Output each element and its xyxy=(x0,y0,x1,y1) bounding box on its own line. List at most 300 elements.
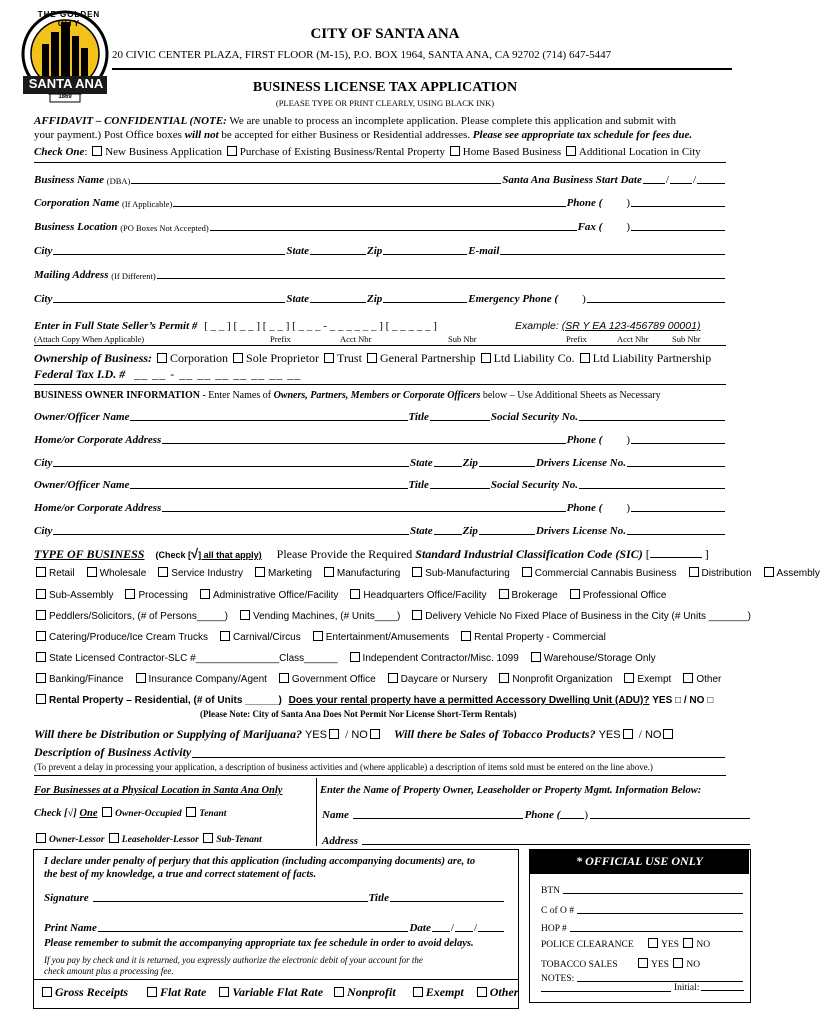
type-government: Government Office xyxy=(291,674,376,685)
checkbox-sub-assembly[interactable] xyxy=(36,589,46,599)
owner1-title-field[interactable] xyxy=(430,419,490,421)
mailing-address-label: Mailing Address xyxy=(34,269,109,281)
owner2-ssn-field[interactable] xyxy=(579,487,725,489)
checkbox-police-yes[interactable] xyxy=(648,938,658,948)
adu-question: Does your rental property have a permitted Accessory Dwelling Unit (ADU)? xyxy=(288,695,650,706)
signature-label: Signature xyxy=(44,892,89,904)
checkbox-assembly[interactable] xyxy=(764,567,774,577)
email-field[interactable] xyxy=(500,253,725,255)
owner2-city-row xyxy=(34,523,726,537)
owner2-zip-field[interactable] xyxy=(479,533,535,535)
sellers-permit-row xyxy=(34,320,437,332)
type-rental-residential: Rental Property – Residential, (# of Units ______) xyxy=(49,695,282,706)
checkbox-owner-lessor[interactable] xyxy=(36,833,46,843)
seal-name-text: SANTA ANA xyxy=(28,76,104,91)
description-field[interactable] xyxy=(192,756,725,758)
checkbox-sub-manufacturing[interactable] xyxy=(412,567,422,577)
description-note: (To prevent a delay in processing your application, a description of business activities and (where applicable) a description of items sold must be entered on the line above.) xyxy=(34,762,653,772)
type-banking: Banking/Finance xyxy=(49,674,124,685)
checkbox-exempt[interactable] xyxy=(624,673,634,683)
checkbox-flat-rate[interactable] xyxy=(147,987,157,997)
checkbox-warehouse[interactable] xyxy=(531,652,541,662)
start-date-label: Santa Ana Business Start Date xyxy=(502,174,642,186)
property-address-field[interactable] xyxy=(362,844,750,845)
form-title: BUSINESS LICENSE TAX APPLICATION xyxy=(252,80,518,95)
owner2-name-field[interactable] xyxy=(130,487,407,489)
sellers-permit-field[interactable]: [ _ _ ] [ _ _ ] [ _ _ ] [ _ _ _ - _ _ _ _ _ _ ] [ _ _ _ _ _ ] xyxy=(204,320,437,332)
affidavit-lead: AFFIDAVIT – CONFIDENTIAL (NOTE: xyxy=(34,115,227,127)
owner1-phone-field[interactable] xyxy=(631,442,725,444)
type-professional-office: Professional Office xyxy=(582,590,667,601)
checkbox-purchase-existing[interactable] xyxy=(227,146,237,156)
type-exempt: Exempt xyxy=(637,674,672,685)
checkbox-gross-receipts[interactable] xyxy=(42,987,52,997)
type-carnival: Carnival/Circus xyxy=(232,632,301,643)
checkbox-headquarters[interactable] xyxy=(350,589,360,599)
owner2-dl-field[interactable] xyxy=(627,533,725,535)
sub-tenant-label: Sub-Tenant xyxy=(216,835,262,845)
affidavit-text-2c: be accepted for either Business or Residential addresses. xyxy=(218,129,473,141)
mailing-city-field[interactable] xyxy=(53,301,285,303)
spacer xyxy=(559,302,581,303)
description-row xyxy=(34,746,726,760)
sic-field[interactable] xyxy=(650,557,702,558)
type-sub-manufacturing: Sub-Manufacturing xyxy=(425,568,510,579)
checkbox-delivery-vehicle[interactable] xyxy=(412,610,422,620)
if-applicable-label: (If Applicable) xyxy=(122,199,173,209)
sic-label: Standard Industrial Classification Code (SIC) xyxy=(415,547,643,561)
ownership-row xyxy=(34,351,711,366)
owner2-phone-field[interactable] xyxy=(631,510,725,512)
checkbox-retail[interactable] xyxy=(36,567,46,577)
checkbox-corporation[interactable] xyxy=(157,353,167,363)
checkbox-rental-residential[interactable] xyxy=(36,694,46,704)
checkbox-tobacco-sales-yes[interactable] xyxy=(638,958,648,968)
checkbox-commercial-cannabis[interactable] xyxy=(522,567,532,577)
ownership-general-partnership: General Partnership xyxy=(379,351,476,365)
business-name-row xyxy=(34,172,726,186)
fee-exempt: Exempt xyxy=(425,985,464,999)
fee-variable-flat-rate: Variable Flat Rate xyxy=(232,985,324,999)
marijuana-slash: / xyxy=(344,727,349,741)
mailing-state-field[interactable] xyxy=(310,301,366,303)
signature-row xyxy=(44,890,504,904)
ownership-llc: Ltd Liability Co. xyxy=(493,351,575,365)
owner2-name-row xyxy=(34,477,726,491)
decl-date-day[interactable] xyxy=(455,931,473,932)
emergency-phone-label: Emergency Phone ( xyxy=(468,293,559,305)
checkbox-home-based[interactable] xyxy=(450,146,460,156)
checkbox-entertainment[interactable] xyxy=(313,631,323,641)
type-insurance: Insurance Company/Agent xyxy=(148,674,267,685)
fax-field[interactable] xyxy=(631,229,725,231)
checkbox-marijuana-no[interactable] xyxy=(370,729,380,739)
btn-field[interactable] xyxy=(563,893,743,894)
permit-example-value: (SR Y EA 123-456789 00001) xyxy=(561,320,701,332)
city-heading: CITY OF SANTA ANA xyxy=(310,26,460,42)
checkbox-government[interactable] xyxy=(279,673,289,683)
permit-example-label: Example: xyxy=(515,320,559,332)
checkbox-state-contractor[interactable] xyxy=(36,652,46,662)
business-location-field[interactable] xyxy=(210,229,577,231)
checkbox-professional-office[interactable] xyxy=(570,589,580,599)
type-other: Other xyxy=(696,674,722,685)
affidavit-line-2 xyxy=(34,129,692,141)
type-of-business-row xyxy=(34,546,709,562)
checkbox-vending-machines[interactable] xyxy=(240,610,250,620)
ownership-llp: Ltd Liability Partnership xyxy=(592,351,712,365)
checkbox-rental-commercial[interactable] xyxy=(461,631,471,641)
owner2-city-label: City xyxy=(34,525,53,537)
type-commercial-cannabis: Commercial Cannabis Business xyxy=(534,568,677,579)
type-nonprofit-org: Nonprofit Organization xyxy=(512,674,613,685)
ownership-corporation: Corporation xyxy=(170,351,229,365)
checkbox-fee-other[interactable] xyxy=(477,987,487,997)
city-field[interactable] xyxy=(53,253,285,255)
owner1-ssn-field[interactable] xyxy=(579,419,725,421)
business-name-label: Business Name xyxy=(34,174,104,186)
hop-row xyxy=(541,922,743,934)
tobacco-sales-yes-label: YES xyxy=(651,960,669,970)
owner-info-heading xyxy=(34,390,661,401)
corporation-name-label: Corporation Name xyxy=(34,197,120,209)
seal-year-text: 1869 xyxy=(58,94,72,100)
property-phone-paren: ) xyxy=(584,809,588,821)
declaration-date-label: Date xyxy=(409,922,431,934)
checkbox-fee-exempt[interactable] xyxy=(413,987,423,997)
business-type-row-5 xyxy=(34,652,656,664)
checkbox-additional-location[interactable] xyxy=(566,146,576,156)
business-name-field[interactable] xyxy=(131,182,501,184)
mailing-zip-label: Zip xyxy=(366,293,383,305)
official-use-heading: * OFFICIAL USE ONLY xyxy=(530,849,749,874)
decl-date-slash-2: / xyxy=(473,922,477,934)
tobacco-sales-label: TOBACCO SALES xyxy=(541,960,618,970)
example-prefix-label: Prefix xyxy=(566,334,587,344)
type-daycare: Daycare or Nursery xyxy=(400,674,488,685)
checkbox-tobacco-no[interactable] xyxy=(663,729,673,739)
owner2-zip-label: Zip xyxy=(462,525,478,537)
checkbox-manufacturing[interactable] xyxy=(324,567,334,577)
zip-field[interactable] xyxy=(383,253,467,255)
start-date-month-field[interactable] xyxy=(643,182,665,184)
ownership-sole-proprietor: Sole Proprietor xyxy=(246,351,320,365)
print-name-field[interactable] xyxy=(98,931,409,932)
owner-occupied-label: Owner-Occupied xyxy=(115,809,182,819)
owner1-city-row xyxy=(34,455,726,469)
owner1-zip-field[interactable] xyxy=(479,465,535,467)
initial-label: Initial: xyxy=(674,983,700,993)
example-acct-label: Acct Nbr xyxy=(617,334,649,344)
owner1-dl-label: Drivers License No. xyxy=(535,457,626,469)
cofo-field[interactable] xyxy=(577,913,743,914)
if-different-label: (If Different) xyxy=(111,271,156,281)
checkbox-nonprofit-org[interactable] xyxy=(499,673,509,683)
checkbox-catering[interactable] xyxy=(36,631,46,641)
check-one-label: Check One xyxy=(34,146,85,158)
type-of-business-label: TYPE OF BUSINESS xyxy=(34,547,145,561)
lessor-row xyxy=(34,833,262,845)
fee-nonprofit: Nonprofit xyxy=(347,985,396,999)
corp-phone-paren: ) xyxy=(626,197,630,209)
type-entertainment: Entertainment/Amusements xyxy=(325,632,450,643)
business-type-row-7 xyxy=(34,694,713,706)
checkmark-icon: √ xyxy=(191,546,199,561)
owner1-address-row xyxy=(34,432,726,446)
tobacco-sales-no-label: NO xyxy=(686,960,701,970)
sic-provide-text: Please Provide the Required xyxy=(276,547,413,561)
city-address: 20 CIVIC CENTER PLAZA, FIRST FLOOR (M-15), P.O. BOX 1964, SANTA ANA, CA 92702 (714) 647-5447 xyxy=(112,49,612,61)
type-wholesale: Wholesale xyxy=(99,568,147,579)
owner-info-bold: Owners, Partners, Members or Corporate Officers xyxy=(273,390,481,401)
physical-divider xyxy=(316,778,317,846)
spacer xyxy=(603,206,625,207)
checkbox-tenant[interactable] xyxy=(186,807,196,817)
owner2-phone-label: Phone ( xyxy=(566,502,603,514)
business-type-row-1 xyxy=(34,567,820,579)
seal-top-text: THE GOLDEN CITY xyxy=(37,10,101,28)
property-name-label: Name xyxy=(322,809,349,821)
notes-label: NOTES: xyxy=(541,974,575,984)
type-catering: Catering/Produce/Ice Cream Trucks xyxy=(49,632,208,643)
description-label: Description of Business Activity xyxy=(34,745,192,759)
checkbox-owner-occupied[interactable] xyxy=(102,807,112,817)
initial-row xyxy=(674,981,744,993)
section-rule-1 xyxy=(34,162,726,163)
section-rule-4 xyxy=(34,775,726,776)
permit-sub-label: Sub Nbr xyxy=(448,334,477,344)
owner2-address-field[interactable] xyxy=(162,510,565,512)
police-clearance-label: POLICE CLEARANCE xyxy=(541,940,634,950)
checkbox-daycare[interactable] xyxy=(388,673,398,683)
owner1-phone-label: Phone ( xyxy=(566,434,603,446)
form-subtitle: (PLEASE TYPE OR PRINT CLEARLY, USING BLACK INK) xyxy=(275,98,495,108)
checkbox-banking[interactable] xyxy=(36,673,46,683)
hop-field[interactable] xyxy=(570,931,743,932)
tenant-label: Tenant xyxy=(199,809,227,819)
fee-gross-receipts: Gross Receipts xyxy=(55,985,128,999)
checkbox-police-no[interactable] xyxy=(683,938,693,948)
police-yes-label: YES xyxy=(661,940,679,950)
checkbox-sole-proprietor[interactable] xyxy=(233,353,243,363)
checkbox-peddlers[interactable] xyxy=(36,610,46,620)
type-service-industry: Service Industry xyxy=(171,568,243,579)
marijuana-question: Will there be Distribution or Supplying of Marijuana? xyxy=(34,727,302,741)
affidavit-tax-note: Please see appropriate tax schedule for fees due. xyxy=(472,129,693,141)
checkbox-new-business[interactable] xyxy=(92,146,102,156)
type-delivery-vehicle: Delivery Vehicle No Fixed Place of Business in the City (# Units _______) xyxy=(425,611,752,622)
print-name-label: Print Name xyxy=(44,922,97,934)
state-field[interactable] xyxy=(310,253,366,255)
po-boxes-label: (PO Boxes Not Accepted) xyxy=(120,223,209,233)
property-area-code[interactable] xyxy=(560,818,584,819)
affidavit-will-not: will not xyxy=(184,129,219,141)
checkbox-service-industry[interactable] xyxy=(158,567,168,577)
checkbox-tobacco-sales-no[interactable] xyxy=(673,958,683,968)
start-date-day-field[interactable] xyxy=(670,182,692,184)
owner2-dl-label: Drivers License No. xyxy=(535,525,626,537)
debit-note-2: check amount plus a processing fee. xyxy=(44,966,174,976)
checkbox-wholesale[interactable] xyxy=(87,567,97,577)
permit-example xyxy=(515,320,700,332)
owner1-state-label: State xyxy=(409,457,433,469)
checkbox-marijuana-yes[interactable] xyxy=(329,729,339,739)
owner1-city-label: City xyxy=(34,457,53,469)
type-assembly: Assembly xyxy=(776,568,820,579)
police-clearance-row xyxy=(541,938,710,950)
type-headquarters: Headquarters Office/Facility xyxy=(363,590,487,601)
occupancy-checkmark-icon: √] xyxy=(67,808,77,819)
checkbox-admin-office[interactable] xyxy=(200,589,210,599)
mailing-zip-field[interactable] xyxy=(383,301,467,303)
owner1-state-field[interactable] xyxy=(434,465,462,467)
option-new-business: New Business Application xyxy=(105,146,222,158)
checkbox-tobacco-yes[interactable] xyxy=(623,729,633,739)
start-date-year-field[interactable] xyxy=(697,182,725,184)
owner1-name-row xyxy=(34,409,726,423)
declaration-reminder: Please remember to submit the accompanying appropriate tax fee schedule in order to avoid delays. xyxy=(44,938,474,949)
section-rule-3 xyxy=(34,384,726,385)
initial-field[interactable] xyxy=(701,990,744,991)
checkbox-insurance[interactable] xyxy=(136,673,146,683)
owner2-state-label: State xyxy=(409,525,433,537)
declaration-title-field[interactable] xyxy=(390,901,504,902)
property-address-label: Address xyxy=(322,835,359,847)
adu-answer[interactable]: YES □ / NO □ xyxy=(652,695,714,706)
federal-tax-row xyxy=(34,367,301,382)
federal-tax-label: Federal Tax I.D. # xyxy=(34,367,126,381)
fee-other: Other xyxy=(489,985,519,999)
business-location-label: Business Location xyxy=(34,221,118,233)
checkbox-variable-flat-rate[interactable] xyxy=(219,987,229,997)
occupancy-one: One xyxy=(79,808,98,819)
owner1-city-field[interactable] xyxy=(53,465,409,467)
property-name-field[interactable] xyxy=(353,818,523,819)
btn-label: BTN xyxy=(541,886,560,896)
permit-acct-label: Acct Nbr xyxy=(340,334,372,344)
checkbox-leaseholder-lessor[interactable] xyxy=(109,833,119,843)
police-no-label: NO xyxy=(696,940,711,950)
corp-phone-label: Phone ( xyxy=(566,197,603,209)
check-bracket: (Check [ xyxy=(155,550,191,560)
mailing-address-field[interactable] xyxy=(157,277,725,279)
affidavit-text-2a: your payment.) Post Office boxes xyxy=(34,129,185,141)
str-note: (Please Note: City of Santa Ana Does Not Permit Nor License Short-Term Rentals) xyxy=(200,709,517,719)
mailing-address-row xyxy=(34,267,726,281)
type-warehouse: Warehouse/Storage Only xyxy=(543,653,656,664)
mailing-city-label: City xyxy=(34,293,53,305)
type-peddlers: Peddlers/Solicitors, (# of Persons_____) xyxy=(49,611,228,622)
owner2-address-row xyxy=(34,500,726,514)
checkbox-llc[interactable] xyxy=(481,353,491,363)
property-heading: Enter the Name of Property Owner, Leaseholder or Property Mgmt. Information Below: xyxy=(320,785,702,796)
owner2-name-label: Owner/Officer Name xyxy=(34,479,130,491)
signature-field[interactable] xyxy=(93,901,368,902)
option-additional-location: Additional Location in City xyxy=(578,146,701,158)
print-name-row xyxy=(44,920,504,934)
affidavit-text-1: We are unable to process an incomplete application. Please complete this application and submit with xyxy=(226,115,677,127)
owner1-name-field[interactable] xyxy=(130,419,407,421)
checkbox-distribution[interactable] xyxy=(689,567,699,577)
corporation-name-row xyxy=(34,195,726,209)
date-slash-2: / xyxy=(692,174,696,186)
section-rule-2 xyxy=(34,345,726,346)
owner1-title-label: Title xyxy=(408,411,429,423)
owner2-phone-paren: ) xyxy=(626,502,630,514)
mailing-city-row xyxy=(34,291,726,305)
fax-label: Fax ( xyxy=(577,221,603,233)
owner2-city-field[interactable] xyxy=(53,533,409,535)
ownership-trust: Trust xyxy=(337,351,362,365)
corp-phone-field[interactable] xyxy=(631,205,725,207)
spacer xyxy=(603,511,625,512)
checkbox-trust[interactable] xyxy=(324,353,334,363)
occupancy-row xyxy=(34,807,226,819)
checkbox-general-partnership[interactable] xyxy=(367,353,377,363)
checkbox-brokerage[interactable] xyxy=(499,589,509,599)
marijuana-yes-label: YES xyxy=(304,729,327,741)
fee-flat-rate: Flat Rate xyxy=(160,985,207,999)
decl-date-slash-1: / xyxy=(450,922,454,934)
type-vending-machines: Vending Machines, (# Units____) xyxy=(252,611,401,622)
check-one-row: Check One: New Business Application Purchase of Existing Business/Rental Property Home Based Business Additional Location in City xyxy=(34,146,701,158)
header-rule xyxy=(112,68,732,70)
checkbox-independent-contractor[interactable] xyxy=(350,652,360,662)
occupancy-check-label: Check [ xyxy=(34,808,68,819)
date-slash-1: / xyxy=(665,174,669,186)
checkbox-llp[interactable] xyxy=(580,353,590,363)
debit-note-1: If you pay by check and it is returned, you expressly authorize the electronic debit of your account for the xyxy=(44,955,423,965)
owner2-state-field[interactable] xyxy=(434,533,462,535)
checkbox-processing[interactable] xyxy=(125,589,135,599)
checkbox-marketing[interactable] xyxy=(255,567,265,577)
mailing-state-label: State xyxy=(286,293,309,305)
property-phone-field[interactable] xyxy=(590,818,750,819)
checkbox-fee-nonprofit[interactable] xyxy=(334,987,344,997)
owner1-address-field[interactable] xyxy=(162,442,565,444)
owner2-title-field[interactable] xyxy=(430,487,490,489)
type-independent-contractor: Independent Contractor/Misc. 1099 xyxy=(362,653,519,664)
tobacco-yes-label: YES xyxy=(598,729,621,741)
decl-date-year[interactable] xyxy=(478,931,504,932)
property-address-row xyxy=(322,833,750,847)
option-purchase-existing: Purchase of Existing Business/Rental Property xyxy=(239,146,446,158)
business-type-row-6 xyxy=(34,673,721,685)
checkbox-carnival[interactable] xyxy=(220,631,230,641)
emergency-phone-field[interactable] xyxy=(587,301,725,303)
sic-bracket-open: [ xyxy=(645,547,650,561)
property-phone-label: Phone ( xyxy=(524,809,561,821)
corporation-name-field[interactable] xyxy=(173,205,565,207)
dba-label: (DBA) xyxy=(106,176,131,186)
affidavit-line-1 xyxy=(34,115,676,127)
example-sub-label: Sub Nbr xyxy=(672,334,701,344)
type-processing: Processing xyxy=(138,590,188,601)
type-marketing: Marketing xyxy=(267,568,312,579)
checkbox-other[interactable] xyxy=(683,673,693,683)
business-type-row-2 xyxy=(34,589,666,601)
business-location-row xyxy=(34,219,726,233)
owner1-dl-field[interactable] xyxy=(627,465,725,467)
declaration-fee-rule xyxy=(33,979,519,980)
owner1-ssn-label: Social Security No. xyxy=(490,411,578,423)
checkbox-sub-tenant[interactable] xyxy=(203,833,213,843)
notes-line-2[interactable] xyxy=(541,991,671,992)
federal-tax-field[interactable]: __ __ - __ __ __ __ __ __ __ xyxy=(134,367,302,381)
owner2-address-label: Home/or Corporate Address xyxy=(34,502,162,514)
decl-date-month[interactable] xyxy=(432,931,450,932)
emergency-phone-paren: ) xyxy=(582,293,586,305)
